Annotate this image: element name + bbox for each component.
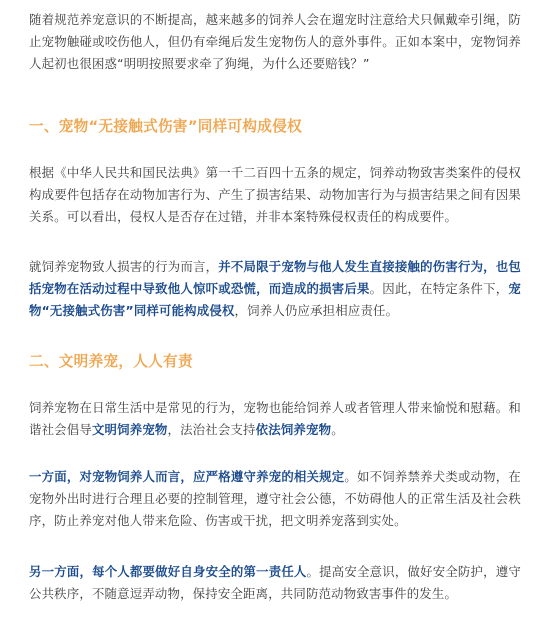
section1-paragraph-1-text: 根据《中华人民共和国民法典》第一千二百四十五条的规定，饲养动物致害类案件的侵权构成要件包括存在动物加害行为、产生了损害结果、动物加害行为与损害结果之间有因果关系。可以看出，侵权人是否存在过错，并非本案特殊侵权责任的构成要件。 <box>29 165 521 224</box>
text-run: 。 <box>331 422 344 437</box>
text-run: 饲养宠物在日常生活中是常见的行为，宠物也能给饲养人或者管理人带来愉悦和慰藉。和谐社会倡导 <box>29 400 521 437</box>
section2-paragraph-3 <box>29 561 521 605</box>
intro-text: 随着规范养宠意识的不断提高，越来越多的饲养人会在遛宠时注意给犬只佩戴牵引绳，防止宠物触碰或咬伤他人，但仍有牵绳后发生宠物伤人的意外事件。正如本案中，宠物饲养人起初也很困惑“明明按照要求牵了狗绳，为什么还要赔钱？” <box>29 12 521 71</box>
text-run: 就饲养宠物致人损害的行为而言， <box>29 259 219 274</box>
section2-paragraph-1 <box>29 397 521 441</box>
section-heading-2: 二、文明养宠，人人有责 <box>29 353 193 370</box>
section1-paragraph-2 <box>29 256 521 322</box>
emphasis-text: 宠物“无接触式伤害”同样可能构成侵权 <box>29 281 521 318</box>
text-run: 。因此，在特定条件下， <box>369 281 509 296</box>
text-run: 。如不饲养禁养犬类或动物，在宠物外出时进行合理且必要的控制管理，遵守社会公德，不妨碍他人的正常生活及社会秩序，防止养宠对他人带来危险、伤害或干扰，把文明养宠落到实处。 <box>29 469 522 528</box>
emphasis-text: 并不局限于宠物与他人发生直接接触的伤害行为，也包括宠物在活动过程中导致他人惊吓或恐慌，而造成的损害后果 <box>29 259 522 296</box>
text-run: ，法治社会支持 <box>167 422 256 437</box>
intro-paragraph <box>29 9 521 75</box>
emphasis-text: 依法饲养宠物 <box>255 422 332 437</box>
section1-paragraph-1 <box>29 162 521 228</box>
section2-paragraph-2 <box>29 466 521 532</box>
emphasis-text: 文明饲养宠物 <box>91 422 168 437</box>
emphasis-text: 一方面，对宠物饲养人而言，应严格遵守养宠的相关规定 <box>29 469 345 484</box>
emphasis-text: 另一方面，每个人都要做好自身安全的第一责任人 <box>29 564 307 579</box>
text-run: 。提高安全意识，做好安全防护，遵守公共秩序，不随意逗弄动物，保持安全距离，共同防范动物致害事件的发生。 <box>29 564 521 601</box>
section-heading-1: 一、宠物“无接触式伤害”同样可构成侵权 <box>29 118 302 135</box>
text-run: ，饲养人仍应承担相应责任。 <box>234 303 399 318</box>
